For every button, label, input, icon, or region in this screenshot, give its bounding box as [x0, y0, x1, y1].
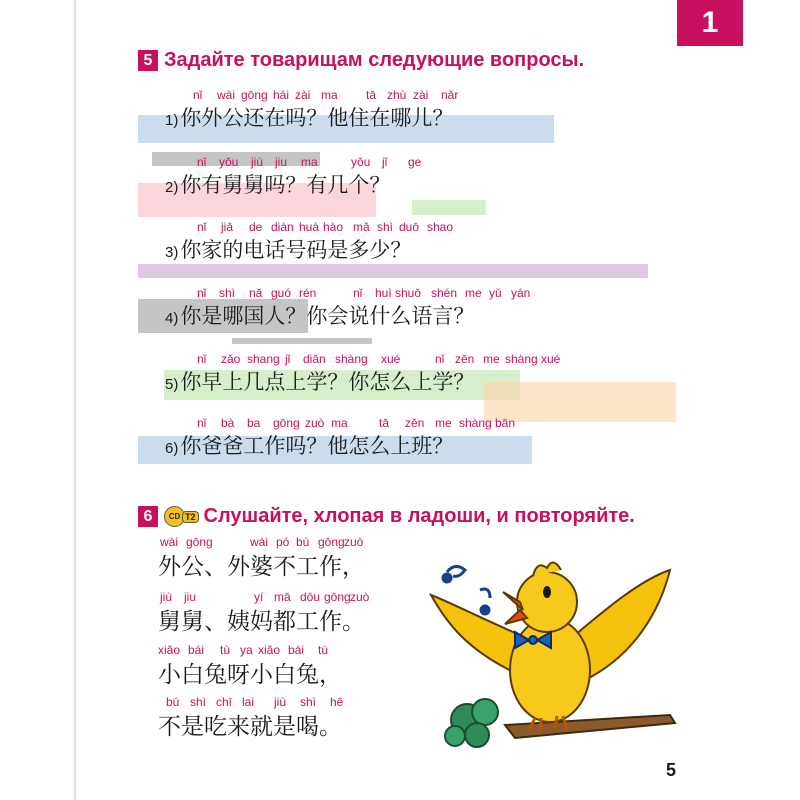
pinyin: guó [271, 286, 292, 300]
pinyin: tā [379, 416, 390, 430]
poem-hanzi: 外公、外婆不工作， [158, 554, 365, 580]
pinyin: shì [300, 695, 317, 709]
pinyin: mǎ [353, 220, 370, 234]
pinyin: zuò [350, 590, 370, 604]
question-hanzi: 你外公还在吗？他住在哪儿？ [180, 106, 454, 130]
exercise-5-title: Задайте товарищам следующие вопросы. [164, 49, 585, 71]
pinyin: me [435, 416, 452, 430]
pinyin: shén [431, 286, 458, 300]
pinyin: ya [240, 643, 253, 657]
pinyin: hào [323, 220, 344, 234]
pinyin: ba [247, 416, 261, 430]
pinyin: ma [331, 416, 348, 430]
pinyin: jǐ [285, 352, 291, 366]
pinyin: shàng [505, 352, 538, 366]
pinyin: zhù [387, 88, 407, 102]
pinyin: shuō [395, 286, 422, 300]
pinyin: rén [299, 286, 317, 300]
pinyin: wài [160, 535, 179, 549]
pinyin: tā [366, 88, 377, 102]
question-number: 4) [165, 310, 179, 327]
pinyin: shì [377, 220, 394, 234]
pinyin: diàn [271, 220, 294, 234]
pinyin: bān [495, 416, 516, 430]
pinyin: bù [296, 535, 310, 549]
question-hanzi: 你家的电话号码是多少？ [180, 238, 412, 262]
pinyin: yán [511, 286, 531, 300]
question-number: 2) [165, 179, 179, 196]
pinyin: shì [219, 286, 236, 300]
pinyin: diǎn [303, 352, 326, 366]
cd-audio-icon[interactable] [164, 506, 199, 527]
pinyin: shàng [335, 352, 368, 366]
pinyin: huì [375, 286, 392, 300]
question-text [165, 300, 474, 330]
pinyin: zěn [455, 352, 475, 366]
pinyin: de [249, 220, 263, 234]
pinyin: nǎr [441, 88, 459, 102]
pinyin: pó [276, 535, 290, 549]
pinyin: zǎo [221, 352, 241, 366]
pinyin: jiù [160, 590, 173, 604]
pinyin: me [465, 286, 482, 300]
pinyin: hái [273, 88, 290, 102]
pinyin: nǐ [197, 155, 207, 169]
poem-hanzi: 不是吃来就是喝。 [158, 714, 342, 740]
pinyin: zài [295, 88, 311, 102]
pinyin: nǐ [197, 220, 207, 234]
pinyin: gōng [324, 590, 351, 604]
pinyin: nǎ [249, 286, 263, 300]
question-number: 5) [165, 376, 179, 393]
exercise-6-title: Слушайте, хлопая в ладоши, и повторяйте. [203, 505, 635, 527]
poem-hanzi: 舅舅、姨妈都工作。 [158, 609, 365, 635]
question-hanzi: 你爸爸工作吗？他怎么上班？ [180, 434, 454, 458]
pinyin: gōng [273, 416, 300, 430]
highlight-strip [232, 338, 372, 344]
exercise-number-badge: 6 [138, 506, 158, 527]
pinyin: xiǎo [258, 643, 281, 657]
pinyin: zài [413, 88, 429, 102]
pinyin: bà [221, 416, 235, 430]
pinyin: zuò [344, 535, 364, 549]
pinyin: xué [381, 352, 401, 366]
pinyin: shàng [459, 416, 492, 430]
pinyin: wài [250, 535, 269, 549]
page-spine [74, 0, 76, 800]
highlight-strip [412, 200, 486, 215]
question-text [165, 102, 453, 132]
question-number: 6) [165, 440, 179, 457]
question-hanzi: 你早上几点上学？你怎么上学？ [180, 370, 475, 394]
page-number: 5 [666, 760, 677, 780]
pinyin: bú [166, 695, 180, 709]
pinyin: me [483, 352, 500, 366]
cd-track-label: T2 [182, 511, 199, 523]
pinyin: nǐ [435, 352, 445, 366]
singing-bird-icon [425, 540, 685, 755]
pinyin: wài [217, 88, 236, 102]
pinyin: huà [299, 220, 320, 234]
pinyin: xué [541, 352, 561, 366]
pinyin: yǔ [489, 286, 502, 300]
highlight-strip [138, 264, 648, 278]
question-number: 1) [165, 112, 179, 129]
question-number: 3) [165, 244, 179, 261]
pinyin: jiù [251, 155, 264, 169]
pinyin: jiā [221, 220, 234, 234]
pinyin: nǐ [197, 352, 207, 366]
pinyin: shì [190, 695, 207, 709]
pinyin: chī [216, 695, 233, 709]
pinyin: bái [188, 643, 205, 657]
exercise-5-heading [138, 49, 584, 72]
pinyin: duō [399, 220, 420, 234]
pinyin: gōng [186, 535, 213, 549]
pinyin: jiu [184, 590, 197, 604]
pinyin: jiù [274, 695, 287, 709]
pinyin: ge [408, 155, 422, 169]
question-hanzi: 你是哪国人？你会说什么语言？ [180, 304, 475, 328]
cd-disc-icon: CD [164, 506, 185, 527]
pinyin: hē [330, 695, 344, 709]
pinyin: tù [318, 643, 329, 657]
pinyin: ma [301, 155, 318, 169]
pinyin: nǐ [193, 88, 203, 102]
pinyin: yí [254, 590, 264, 604]
unit-badge: 1 [677, 0, 743, 46]
pinyin: bái [288, 643, 305, 657]
pinyin: gōng [241, 88, 268, 102]
pinyin: mā [274, 590, 291, 604]
pinyin: shao [427, 220, 454, 234]
question-hanzi: 你有舅舅吗？有几个？ [180, 173, 391, 197]
pinyin: shang [247, 352, 280, 366]
pinyin: zuò [305, 416, 325, 430]
pinyin: nǐ [353, 286, 363, 300]
pinyin: dōu [300, 590, 321, 604]
question-text [165, 169, 390, 199]
question-text [165, 366, 474, 396]
exercise-6-heading [138, 505, 635, 528]
pinyin: zěn [405, 416, 425, 430]
pinyin: ma [321, 88, 338, 102]
question-text [165, 234, 411, 264]
poem-hanzi: 小白兔呀小白兔， [158, 662, 342, 688]
pinyin: nǐ [197, 286, 207, 300]
pinyin: lai [242, 695, 255, 709]
pinyin: yǒu [351, 155, 371, 169]
leaf-cluster-icon [445, 699, 498, 747]
exercise-number-badge: 5 [138, 50, 158, 71]
question-text [165, 430, 453, 460]
pinyin: tù [220, 643, 231, 657]
pinyin: jǐ [382, 155, 388, 169]
pinyin: yǒu [219, 155, 239, 169]
pinyin: jiu [275, 155, 288, 169]
pinyin: xiǎo [158, 643, 181, 657]
pinyin: nǐ [197, 416, 207, 430]
pinyin: gōng [318, 535, 345, 549]
